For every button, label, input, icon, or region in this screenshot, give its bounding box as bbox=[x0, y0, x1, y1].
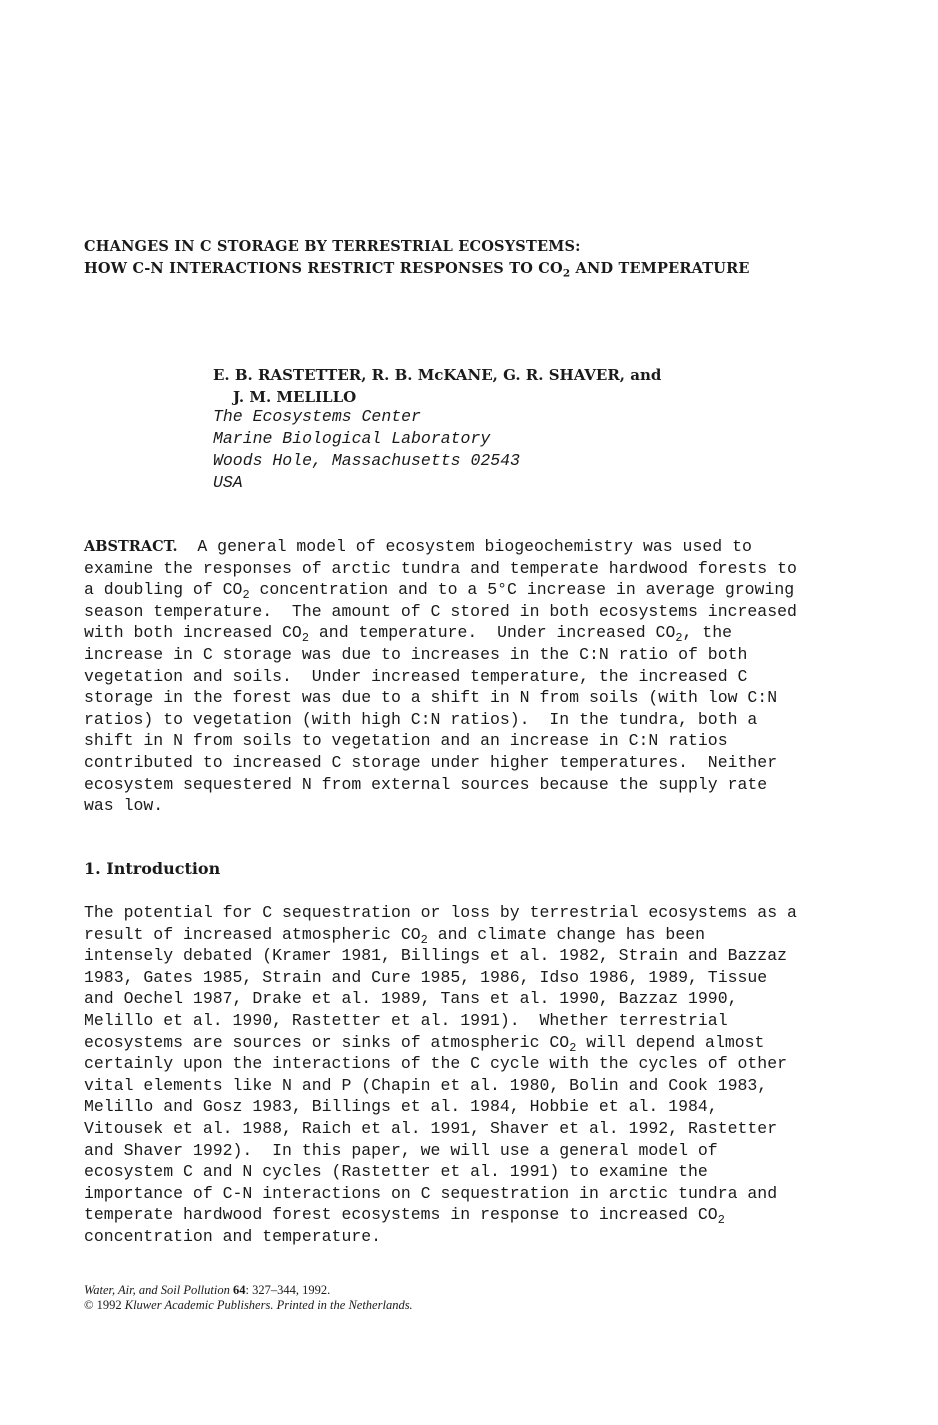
affiliation-line: Woods Hole, Massachusetts 02543 bbox=[213, 451, 520, 470]
abstract-line: storage in the forest was due to a shift in N from soils (with low C:N bbox=[84, 688, 778, 708]
copyright-prefix: © 1992 bbox=[84, 1298, 125, 1312]
author-list bbox=[213, 364, 833, 408]
abstract-line: with both increased $CO_2$ and temperature. Under increased $CO_2$, the bbox=[84, 623, 733, 646]
copyright-line bbox=[84, 1298, 413, 1313]
intro-line: Vitousek et al. 1988, Raich et al. 1991, Shaver et al. 1992, Rastetter bbox=[84, 1118, 778, 1138]
intro-line: ecosystem C and N cycles (Rastetter et al. 1991) to examine the bbox=[84, 1162, 708, 1182]
intro-line: ecosystems are sources or sinks of atmospheric $CO_2$ will depend almost bbox=[84, 1032, 765, 1055]
intro-line: intensely debated (Kramer 1981, Billings et al. 1982, Strain and Bazzaz bbox=[84, 946, 788, 966]
affiliation-line: The Ecosystems Center bbox=[213, 407, 421, 426]
intro-line: certainly upon the interactions of the C cycle with the cycles of other bbox=[84, 1054, 788, 1074]
abstract-line: ABSTRACT. A general model of ecosystem biogeochemistry was used to bbox=[84, 537, 752, 556]
intro-line: temperate hardwood forest ecosystems in response to increased $CO_2$ bbox=[84, 1205, 725, 1228]
intro-line: Melillo et al. 1990, Rastetter et al. 1991). Whether terrestrial bbox=[84, 1010, 728, 1030]
author-line-2: J. M. MELILLO bbox=[233, 388, 357, 406]
abstract-label: ABSTRACT. bbox=[84, 538, 178, 555]
introduction-body bbox=[84, 902, 864, 1248]
intro-line: importance of C-N interactions on C sequestration in arctic tundra and bbox=[84, 1183, 778, 1203]
title-line-2-text: HOW C-N INTERACTIONS RESTRICT RESPONSES TO CO bbox=[84, 260, 563, 277]
intro-line: Melillo and Gosz 1983, Billings et al. 1984, Hobbie et al. 1984, bbox=[84, 1097, 718, 1117]
intro-line: The potential for C sequestration or loss by terrestrial ecosystems as a bbox=[84, 903, 797, 922]
affiliation-line: Marine Biological Laboratory bbox=[213, 429, 491, 448]
journal-pages: : 327–344, 1992. bbox=[245, 1283, 331, 1297]
abstract bbox=[84, 536, 864, 817]
intro-line: and Oechel 1987, Drake et al. 1989, Tans et al. 1990, Bazzaz 1990, bbox=[84, 989, 738, 1009]
abstract-line: increase in C storage was due to increases in the C:N ratio of both bbox=[84, 644, 748, 664]
intro-line: result of increased atmospheric $CO_2$ and climate change has been bbox=[84, 924, 706, 947]
abstract-line: ratios) to vegetation (with high C:N ratios). In the tundra, both a bbox=[84, 709, 758, 729]
intro-line: vital elements like N and P (Chapin et al. 1980, Bolin and Cook 1983, bbox=[84, 1075, 768, 1095]
intro-line: and Shaver 1992). In this paper, we will use a general model of bbox=[84, 1140, 718, 1160]
abstract-line: ecosystem sequestered N from external sources because the supply rate bbox=[84, 774, 768, 794]
title-subscript: 2 bbox=[562, 267, 571, 280]
abstract-line: shift in N from soils to vegetation and an increase in C:N ratios bbox=[84, 731, 728, 751]
affiliation bbox=[213, 406, 833, 494]
title-line-1: CHANGES IN C STORAGE BY TERRESTRIAL ECOSYSTEMS: bbox=[84, 238, 581, 255]
paper-title bbox=[84, 236, 884, 280]
title-line-2-text-end: AND TEMPERATURE bbox=[570, 260, 750, 277]
publisher-name: Kluwer Academic Publishers. Printed in the Netherlands. bbox=[124, 1298, 413, 1312]
section-heading-introduction: 1. Introduction bbox=[84, 859, 221, 878]
affiliation-line: USA bbox=[213, 473, 243, 492]
abstract-line: a doubling of $CO_2$ concentration and to a 5°C increase in average growing bbox=[84, 580, 795, 603]
abstract-line: examine the responses of arctic tundra and temperate hardwood forests to bbox=[84, 558, 797, 578]
abstract-line: was low. bbox=[84, 796, 164, 816]
journal-volume: 64 bbox=[232, 1283, 246, 1297]
title-line-2 bbox=[84, 258, 884, 280]
intro-line: concentration and temperature. bbox=[84, 1226, 382, 1246]
citation-line bbox=[84, 1283, 413, 1298]
publication-footer bbox=[84, 1283, 413, 1313]
abstract-line: season temperature. The amount of C stored in both ecosystems increased bbox=[84, 601, 797, 621]
intro-line: 1983, Gates 1985, Strain and Cure 1985, 1986, Idso 1986, 1989, Tissue bbox=[84, 967, 768, 987]
abstract-line: contributed to increased C storage under higher temperatures. Neither bbox=[84, 752, 778, 772]
author-line-1: E. B. RASTETTER, R. B. McKANE, G. R. SHAVER, and bbox=[213, 366, 662, 384]
abstract-line: vegetation and soils. Under increased temperature, the increased C bbox=[84, 666, 748, 686]
journal-name: Water, Air, and Soil Pollution bbox=[84, 1283, 230, 1297]
